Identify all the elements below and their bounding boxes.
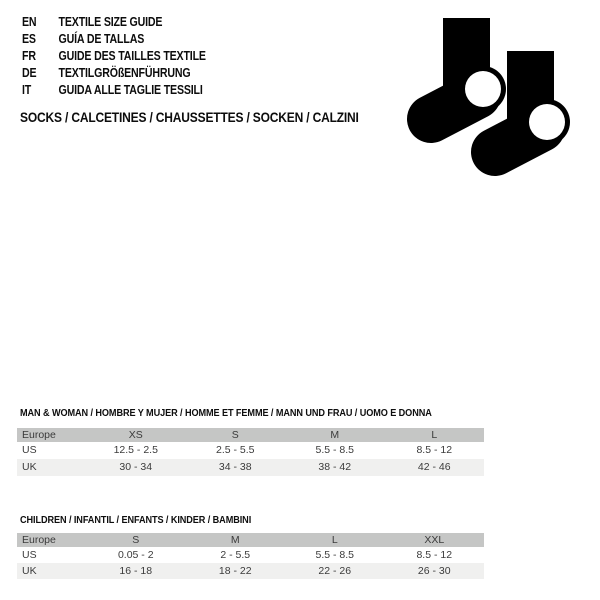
column-header: M [230, 533, 240, 546]
size-cell: 22 - 26 [318, 564, 352, 577]
table-row [17, 442, 484, 459]
size-cell: 30 - 34 [119, 461, 153, 474]
table-row [17, 563, 484, 579]
size-cell: 0.05 - 2 [117, 548, 154, 561]
language-label: GUIDA ALLE TAGLIE TESSILI [58, 83, 203, 98]
column-header: Europe [22, 428, 56, 441]
table-row [17, 459, 484, 476]
table-header-row [17, 428, 484, 442]
column-header: L [331, 533, 338, 546]
size-cell: 12.5 - 2.5 [113, 444, 158, 457]
size-cell: 16 - 18 [119, 564, 153, 577]
size-cell: 38 - 42 [318, 461, 352, 474]
language-code: DE [22, 66, 37, 81]
size-cell: 42 - 46 [417, 461, 451, 474]
row-region: UK [22, 564, 37, 577]
language-label: TEXTILE SIZE GUIDE [58, 14, 163, 29]
adults-size-table [17, 428, 484, 476]
size-cell: 18 - 22 [218, 564, 252, 577]
language-row [22, 47, 206, 64]
children-table-title: CHILDREN / INFANTIL / ENFANTS / KINDER / BAMBINI [20, 514, 252, 526]
size-cell: 26 - 30 [417, 564, 451, 577]
size-cell: 34 - 38 [218, 461, 252, 474]
table-header-row [17, 533, 484, 547]
size-cell: 8.5 - 12 [416, 548, 453, 561]
size-cell: 2 - 5.5 [220, 548, 251, 561]
column-header: L [431, 428, 438, 441]
language-row [22, 30, 206, 47]
language-row [22, 13, 206, 30]
language-row [22, 82, 206, 99]
size-cell: 5.5 - 8.5 [315, 548, 355, 561]
children-size-table [17, 533, 484, 579]
language-code: ES [22, 31, 36, 46]
row-region: US [22, 548, 37, 561]
sock-front-icon [431, 18, 506, 119]
size-cell: 8.5 - 12 [416, 444, 453, 457]
column-header: Europe [22, 533, 56, 546]
column-header: S [132, 533, 140, 546]
row-region: UK [22, 461, 37, 474]
column-header: M [330, 428, 340, 441]
size-cell: 5.5 - 8.5 [315, 444, 355, 457]
column-header: S [231, 428, 239, 441]
sock-back-icon [495, 51, 570, 152]
size-cell: 2.5 - 5.5 [215, 444, 255, 457]
column-header: XXL [424, 533, 445, 546]
language-list [22, 13, 238, 99]
column-header: XS [128, 428, 143, 441]
adults-table-title: MAN & WOMAN / HOMBRE Y MUJER / HOMME ET FEMME / MANN UND FRAU / UOMO E DONNA [20, 407, 432, 419]
language-label: GUÍA DE TALLAS [58, 31, 145, 46]
row-region: US [22, 444, 37, 457]
language-label: TEXTILGRÖßENFÜHRUNG [58, 66, 191, 81]
table-row [17, 547, 484, 563]
category-title: SOCKS / CALCETINES / CHAUSSETTES / SOCKEN / CALZINI [20, 110, 359, 125]
language-code: IT [22, 83, 32, 98]
language-label: GUIDE DES TAILLES TEXTILE [58, 48, 206, 63]
language-row [22, 65, 206, 82]
language-code: FR [22, 48, 36, 63]
language-code: EN [22, 14, 37, 29]
